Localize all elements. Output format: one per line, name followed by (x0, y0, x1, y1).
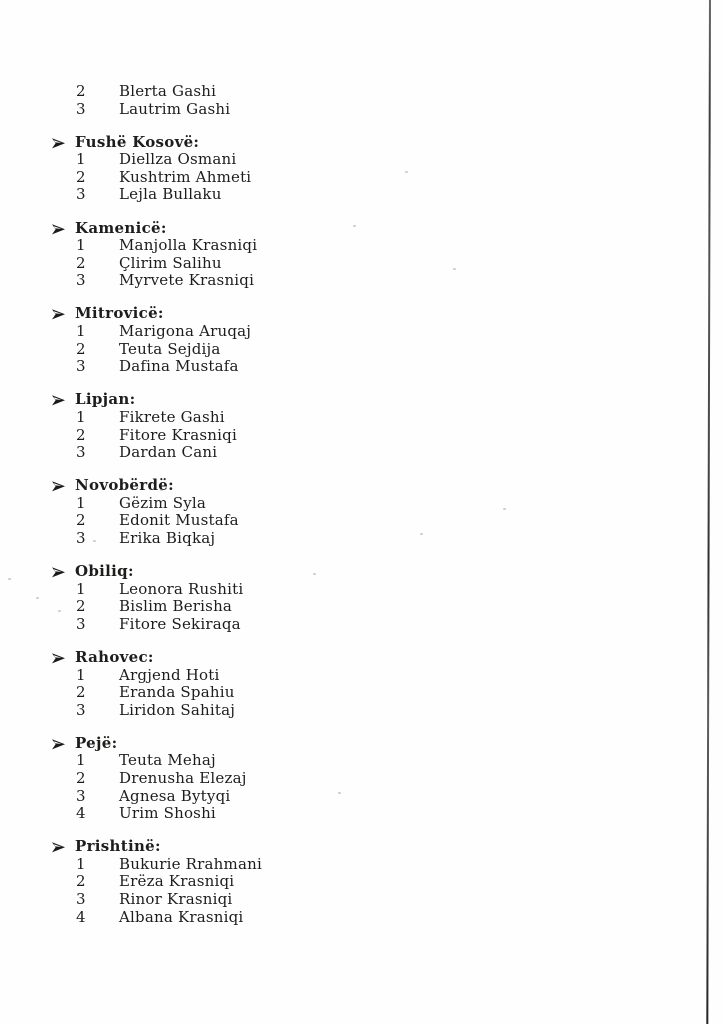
item-number: 3 (76, 271, 86, 290)
section-title: Mitrovicë: (75, 304, 164, 323)
section-header (0, 391, 700, 409)
section-header (0, 735, 700, 753)
item-number: 1 (76, 854, 86, 873)
list-item (0, 341, 700, 359)
item-number: 1 (76, 579, 86, 598)
list-item (0, 512, 700, 530)
municipality-section (0, 563, 700, 633)
municipality-section (0, 477, 700, 547)
list-item (0, 891, 700, 909)
item-number: 3 (76, 357, 86, 376)
scan-speck-artifact (420, 533, 423, 535)
section-header (0, 220, 700, 238)
section-header (0, 305, 700, 323)
item-name: Bislim Berisha (119, 597, 233, 616)
item-number: 1 (76, 751, 86, 770)
item-number: 2 (76, 253, 86, 272)
arrow-bullet-icon (52, 308, 65, 320)
item-number: 3 (76, 614, 86, 633)
municipality-section (0, 134, 700, 204)
municipality-section (0, 391, 700, 461)
item-name: Edonit Mustafa (119, 511, 239, 530)
section-header (0, 134, 700, 152)
section-title: Kamenicë: (75, 218, 167, 237)
municipality-section (0, 305, 700, 375)
item-name: Dardan Cani (119, 443, 218, 462)
list-item (0, 101, 700, 119)
arrow-bullet-icon (52, 566, 65, 578)
item-number: 2 (76, 425, 86, 444)
list-item (0, 667, 700, 685)
municipality-section (0, 838, 700, 926)
scan-speck-artifact (36, 597, 39, 599)
item-number: 3 (76, 185, 86, 204)
list-item (0, 83, 700, 101)
section-title: Pejë: (75, 733, 118, 752)
scan-speck-artifact (313, 573, 316, 575)
list-item (0, 770, 700, 788)
item-number: 2 (76, 511, 86, 530)
list-item (0, 581, 700, 599)
item-number: 3 (76, 528, 86, 547)
item-number: 2 (76, 872, 86, 891)
section-header (0, 477, 700, 495)
item-number: 2 (76, 167, 86, 186)
item-name: Lejla Bullaku (119, 185, 222, 204)
item-name: Gëzim Syla (119, 493, 207, 512)
arrow-bullet-icon (52, 841, 65, 853)
section-title: Fushë Kosovë: (75, 132, 200, 151)
item-name: Manjolla Krasniqi (119, 236, 258, 255)
list-item (0, 237, 700, 255)
list-item (0, 495, 700, 513)
item-number: 3 (76, 700, 86, 719)
scan-speck-artifact (338, 792, 341, 794)
scan-speck-artifact (93, 540, 96, 542)
list-item (0, 186, 700, 204)
arrow-bullet-icon (52, 394, 65, 406)
list-item (0, 409, 700, 427)
scan-edge-line-artifact (706, 0, 711, 1024)
section-title: Rahovec: (75, 647, 154, 666)
item-number: 3 (76, 443, 86, 462)
document-content (0, 83, 700, 926)
arrow-bullet-icon (52, 480, 65, 492)
list-item (0, 427, 700, 445)
list-item (0, 909, 700, 927)
item-name: Leonora Rushiti (119, 579, 244, 598)
item-number: 1 (76, 665, 86, 684)
item-number: 3 (76, 99, 86, 118)
list-item (0, 684, 700, 702)
list-item (0, 255, 700, 273)
item-name: Dafina Mustafa (119, 357, 239, 376)
item-number: 3 (76, 890, 86, 909)
section-title: Prishtinë: (75, 837, 161, 856)
item-name: Argjend Hoti (119, 665, 220, 684)
item-name: Blerta Gashi (119, 82, 217, 100)
section-title: Novobërdë: (75, 476, 174, 495)
item-name: Fitore Krasniqi (119, 425, 237, 444)
arrow-bullet-icon (52, 137, 65, 149)
list-item (0, 752, 700, 770)
item-number: 1 (76, 407, 86, 426)
item-name: Rinor Krasniqi (119, 890, 233, 909)
section-title: Lipjan: (75, 390, 136, 409)
item-name: Teuta Mehaj (119, 751, 216, 770)
section-header (0, 563, 700, 581)
municipality-section (0, 649, 700, 719)
item-name: Erëza Krasniqi (119, 872, 235, 891)
item-number: 2 (76, 769, 86, 787)
item-name: Drenusha Elezaj (119, 769, 247, 787)
item-number: 2 (76, 597, 86, 616)
item-name: Agnesa Bytyqi (119, 786, 231, 805)
item-name: Bukurie Rrahmani (119, 854, 262, 873)
item-name: Urim Shoshi (119, 804, 216, 823)
item-number: 1 (76, 322, 86, 341)
list-item (0, 805, 700, 823)
item-number: 3 (76, 786, 86, 805)
list-item (0, 856, 700, 874)
list-item (0, 444, 700, 462)
item-name: Kushtrim Ahmeti (119, 167, 252, 186)
list-item (0, 272, 700, 290)
list-item (0, 788, 700, 806)
item-name: Liridon Sahitaj (119, 700, 236, 719)
list-item (0, 530, 700, 548)
municipality-section (0, 735, 700, 823)
continuation-list (0, 83, 700, 118)
section-header (0, 838, 700, 856)
item-name: Marigona Aruqaj (119, 322, 252, 341)
item-name: Lautrim Gashi (119, 99, 231, 118)
item-number: 2 (76, 683, 86, 702)
scan-speck-artifact (405, 171, 408, 173)
item-number: 4 (76, 804, 86, 823)
item-name: Teuta Sejdija (119, 339, 221, 358)
list-item (0, 616, 700, 634)
scan-speck-artifact (353, 225, 356, 227)
item-name: Fikrete Gashi (119, 407, 225, 426)
list-item (0, 151, 700, 169)
item-number: 2 (76, 82, 86, 100)
item-name: Çlirim Salihu (119, 253, 222, 272)
item-number: 1 (76, 493, 86, 512)
scan-speck-artifact (453, 268, 456, 270)
municipality-section (0, 220, 700, 290)
list-item (0, 323, 700, 341)
item-name: Fitore Sekiraqa (119, 614, 241, 633)
scan-speck-artifact (503, 508, 506, 510)
scan-speck-artifact (160, 489, 163, 491)
item-name: Diellza Osmani (119, 150, 237, 169)
item-name: Erika Biqkaj (119, 528, 216, 547)
arrow-bullet-icon (52, 738, 65, 750)
list-item (0, 598, 700, 616)
item-name: Myrvete Krasniqi (119, 271, 255, 290)
arrow-bullet-icon (52, 652, 65, 664)
item-number: 2 (76, 339, 86, 358)
scan-speck-artifact (58, 610, 61, 612)
list-item (0, 873, 700, 891)
section-title: Obiliq: (75, 562, 134, 581)
arrow-bullet-icon (52, 223, 65, 235)
list-item (0, 358, 700, 376)
item-name: Albana Krasniqi (119, 907, 244, 926)
scan-speck-artifact (8, 578, 11, 580)
item-number: 4 (76, 907, 86, 926)
item-number: 1 (76, 236, 86, 255)
section-header (0, 649, 700, 667)
list-item (0, 169, 700, 187)
item-number: 1 (76, 150, 86, 169)
item-name: Eranda Spahiu (119, 683, 235, 702)
list-item (0, 702, 700, 720)
